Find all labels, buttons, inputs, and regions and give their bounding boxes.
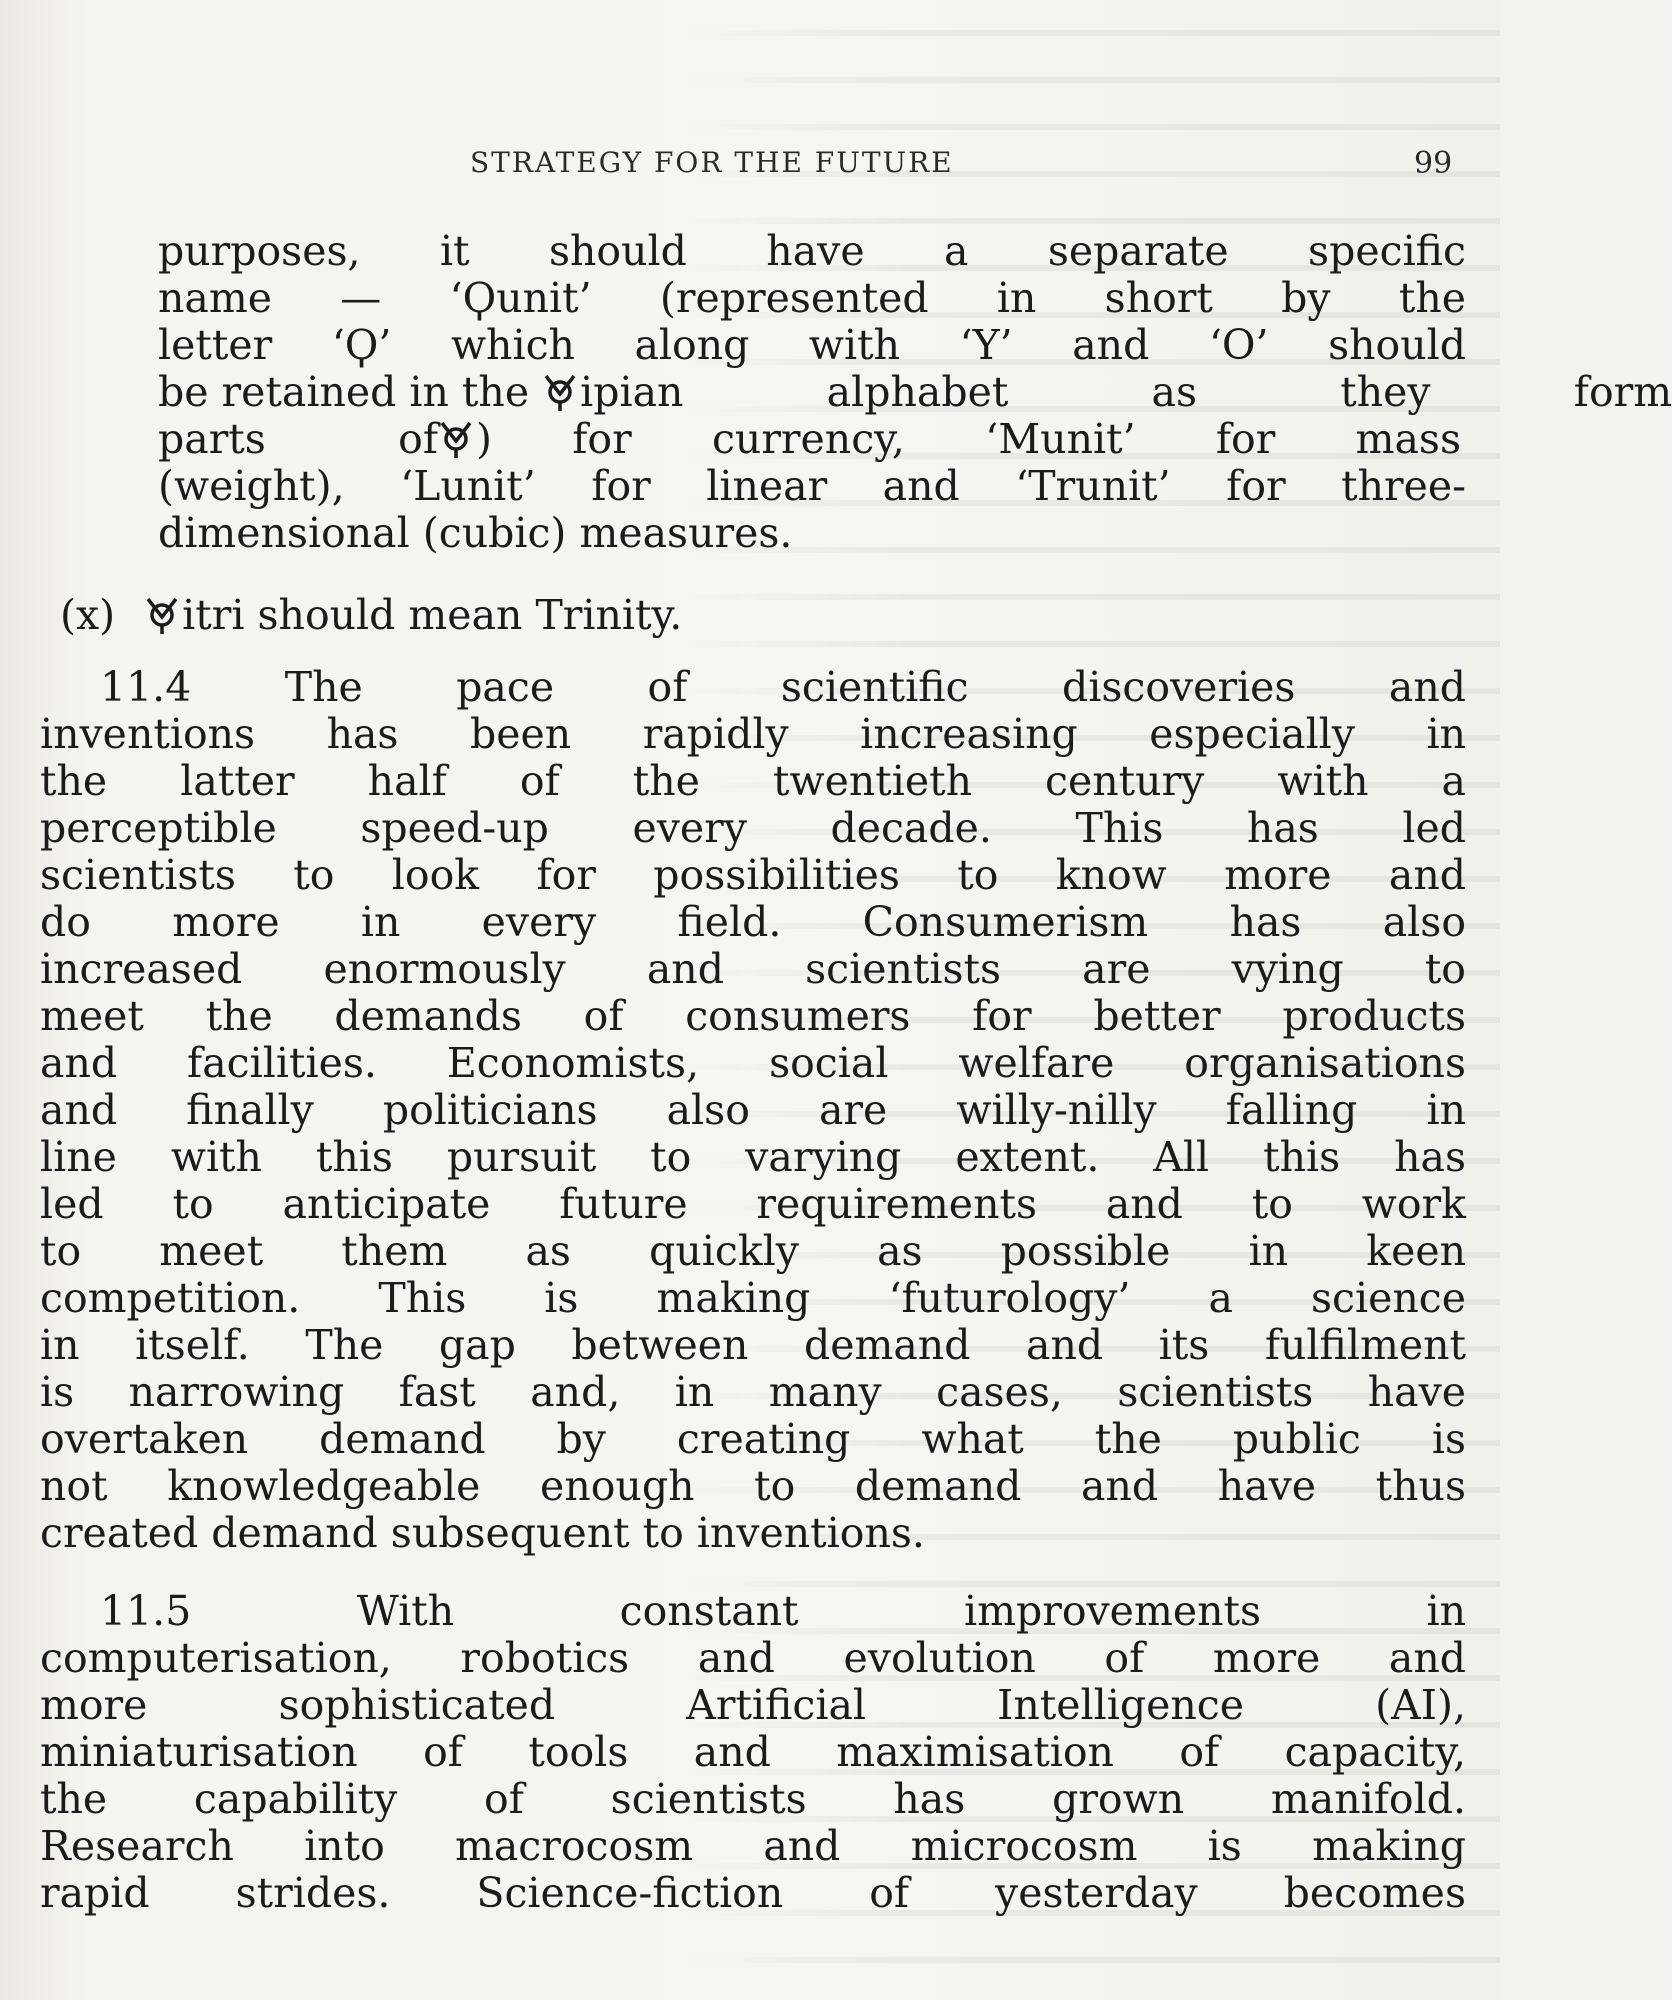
text-line-with-symbol (158, 368, 1672, 416)
text-line: 11.4 The pace of scientific discoveries and (100, 663, 1466, 711)
vipian-symbol-icon (542, 372, 578, 412)
text-line: increased enormously and scientists are vying to (40, 945, 1466, 993)
text-line-with-symbol (158, 416, 1466, 463)
list-item-text: itri should mean Trinity. (182, 591, 683, 639)
text-segment: ) for currency, ‘Munit’ for mass (476, 415, 1461, 463)
continuation-paragraph (0, 227, 1672, 557)
text-line: created demand subsequent to inventions. (40, 1509, 925, 1557)
vipian-symbol-icon (438, 419, 474, 459)
text-line: miniaturisation of tools and maximisation of capacity, (40, 1728, 1466, 1776)
text-line: overtaken demand by creating what the public is (40, 1415, 1466, 1463)
paragraph-11-4 (0, 664, 1500, 1557)
list-marker: (x) (60, 591, 116, 639)
text-line: letter ‘Ϙ’ which along with ‘Y’ and ‘O’ should (158, 321, 1466, 369)
page-number: 99 (1414, 146, 1453, 181)
text-line: name — ‘Ϙunit’ (represented in short by the (158, 274, 1466, 322)
text-line: perceptible speed-up every decade. This has led (40, 804, 1466, 852)
text-line: scientists to look for possibilities to know more and (40, 851, 1466, 899)
text-segment: ipian alphabet as they form (580, 368, 1672, 416)
text-line: and facilities. Economists, social welfare organisations (40, 1039, 1466, 1087)
text-line: do more in every field. Consumerism has also (40, 898, 1466, 946)
text-line: (weight), ‘Lunit’ for linear and ‘Trunit’ for three- (158, 462, 1466, 510)
text-segment: be retained in the (158, 368, 543, 416)
text-line: not knowledgeable enough to demand and have thus (40, 1462, 1466, 1510)
text-line: is narrowing fast and, in many cases, scientists have (40, 1368, 1466, 1416)
text-line: to meet them as quickly as possible in keen (40, 1227, 1466, 1275)
list-item-x (60, 590, 682, 640)
text-line: meet the demands of consumers for better products (40, 992, 1466, 1040)
text-line: inventions has been rapidly increasing especially in (40, 710, 1466, 758)
text-line: line with this pursuit to varying extent. All this has (40, 1133, 1466, 1181)
text-line: dimensional (cubic) measures. (158, 509, 793, 557)
text-line: 11.5 With constant improvements in (100, 1587, 1466, 1635)
text-line: more sophisticated Artificial Intelligence (AI), (40, 1681, 1466, 1729)
text-line: the capability of scientists has grown manifold. (40, 1775, 1466, 1823)
text-line: purposes, it should have a separate specific (158, 227, 1466, 275)
text-line: computerisation, robotics and evolution of more and (40, 1634, 1466, 1682)
paragraph-11-5 (0, 1588, 1500, 1917)
text-line: competition. This is making ‘futurology’ a science (40, 1274, 1466, 1322)
vipian-symbol-icon (144, 595, 180, 635)
text-line: in itself. The gap between demand and its fulfilment (40, 1321, 1466, 1369)
text-line: and finally politicians also are willy-nilly falling in (40, 1086, 1466, 1134)
text-line: rapid strides. Science-fiction of yesterday becomes (40, 1869, 1466, 1917)
text-line: the latter half of the twentieth century with a (40, 757, 1466, 805)
text-segment: parts of (158, 415, 438, 463)
text-line: Research into macrocosm and microcosm is making (40, 1822, 1466, 1870)
running-title: STRATEGY FOR THE FUTURE (470, 146, 954, 179)
text-line: led to anticipate future requirements and to work (40, 1180, 1466, 1228)
